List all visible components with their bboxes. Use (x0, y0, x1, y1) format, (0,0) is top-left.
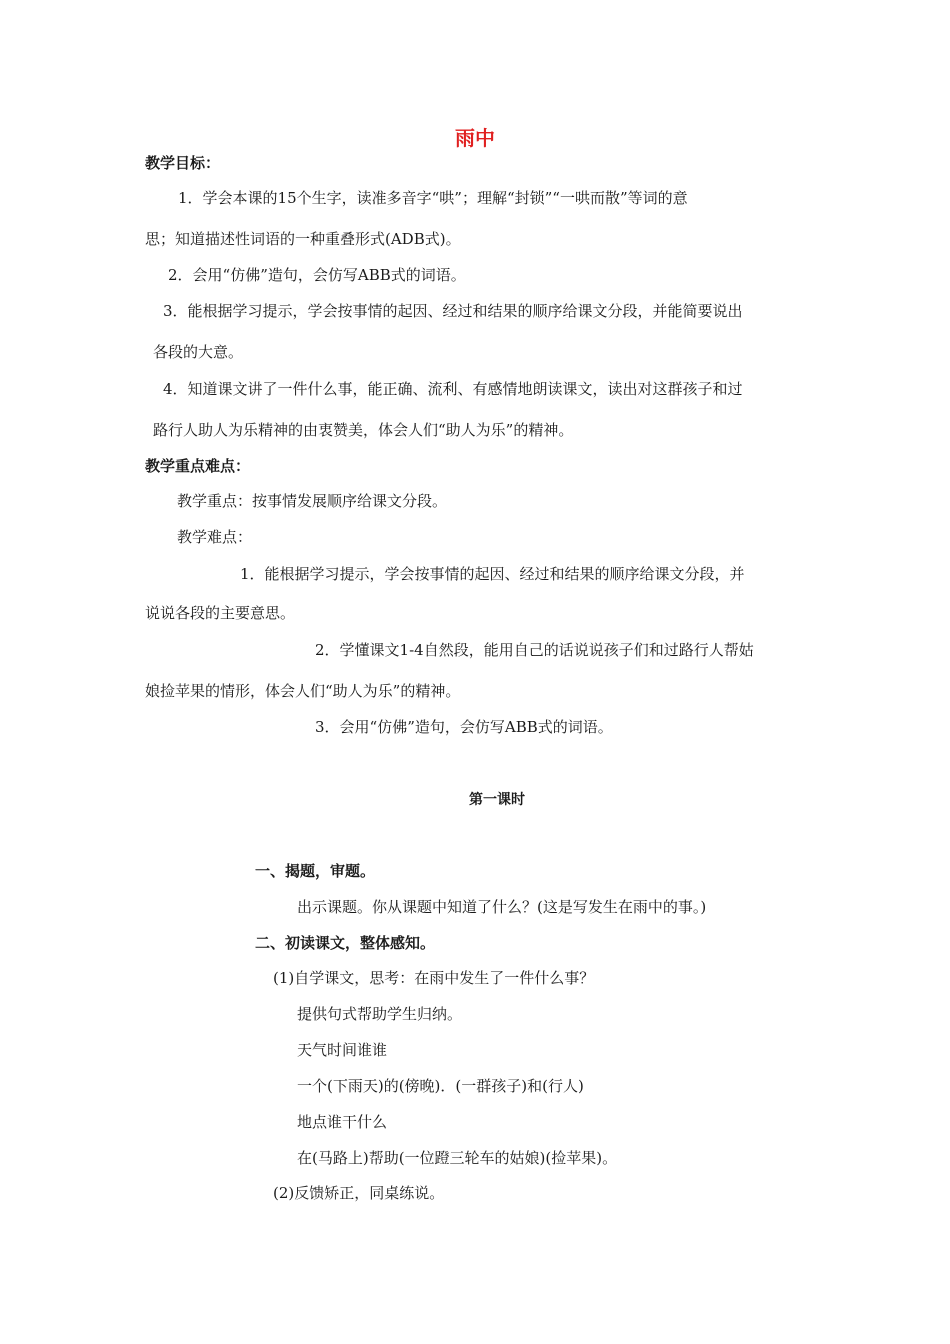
section-1-heading: 一、揭题，审题。 (255, 862, 376, 880)
section-2-step-1: (1)自学课文，思考：在雨中发生了一件什么事？ (273, 969, 595, 987)
section-2-heading: 二、初读课文，整体感知。 (255, 934, 436, 952)
objective-3-line-1: 3．能根据学习提示，学会按事情的起因、经过和结果的顺序给课文分段，并能简要说出 (163, 302, 743, 320)
section-2-pattern-row-2: 一个(下雨天)的(傍晚)．(一群孩子)和(行人) (297, 1077, 584, 1095)
difficulty-1-line-2: 说说各段的主要意思。 (145, 604, 296, 622)
key-points-heading: 教学重点难点： (145, 457, 251, 475)
difficulty-1-line-1: 1．能根据学习提示，学会按事情的起因、经过和结果的顺序给课文分段，并 (240, 565, 745, 583)
section-2-step-2: (2)反馈矫正，同桌练说。 (273, 1184, 445, 1202)
objectives-heading: 教学目标： (145, 154, 221, 172)
teaching-difficulty-label: 教学难点： (177, 528, 253, 546)
teaching-focus: 教学重点：按事情发展顺序给课文分段。 (177, 492, 448, 510)
objective-4-line-2: 路行人助人为乐精神的由衷赞美，体会人们“助人为乐”的精神。 (153, 421, 574, 439)
objective-3-line-2: 各段的大意。 (153, 343, 244, 361)
difficulty-2-line-1: 2．学懂课文1-4自然段，能用自己的话说说孩子们和过路行人帮姑 (315, 641, 754, 659)
section-2-hint: 提供句式帮助学生归纳。 (297, 1005, 463, 1023)
objective-1-line-1: 1．学会本课的15个生字，读准多音字“哄”；理解“封锁”“一哄而散”等词的意 (178, 189, 688, 207)
document-title: 雨中 (455, 126, 495, 150)
difficulty-2-line-2: 娘捡苹果的情形，体会人们“助人为乐”的精神。 (145, 682, 461, 700)
objective-2: 2．会用“仿佛”造句，会仿写ABB式的词语。 (168, 266, 466, 284)
section-1-text: 出示课题。你从课题中知道了什么？(这是写发生在雨中的事。) (297, 898, 707, 916)
section-2-pattern-row-3: 地点谁干什么 (297, 1113, 388, 1131)
objective-1-line-2: 思；知道描述性词语的一种重叠形式(ADB式)。 (145, 230, 461, 248)
objective-4-line-1: 4．知道课文讲了一件什么事，能正确、流利、有感情地朗读课文，读出对这群孩子和过 (163, 380, 743, 398)
section-2-pattern-row-4: 在(马路上)帮助(一位蹬三轮车的姑娘)(捡苹果)。 (297, 1149, 618, 1167)
difficulty-3: 3．会用“仿佛”造句，会仿写ABB式的词语。 (315, 718, 613, 736)
lesson-1-heading: 第一课时 (469, 792, 525, 808)
section-2-pattern-row-1: 天气时间谁谁 (297, 1041, 388, 1059)
